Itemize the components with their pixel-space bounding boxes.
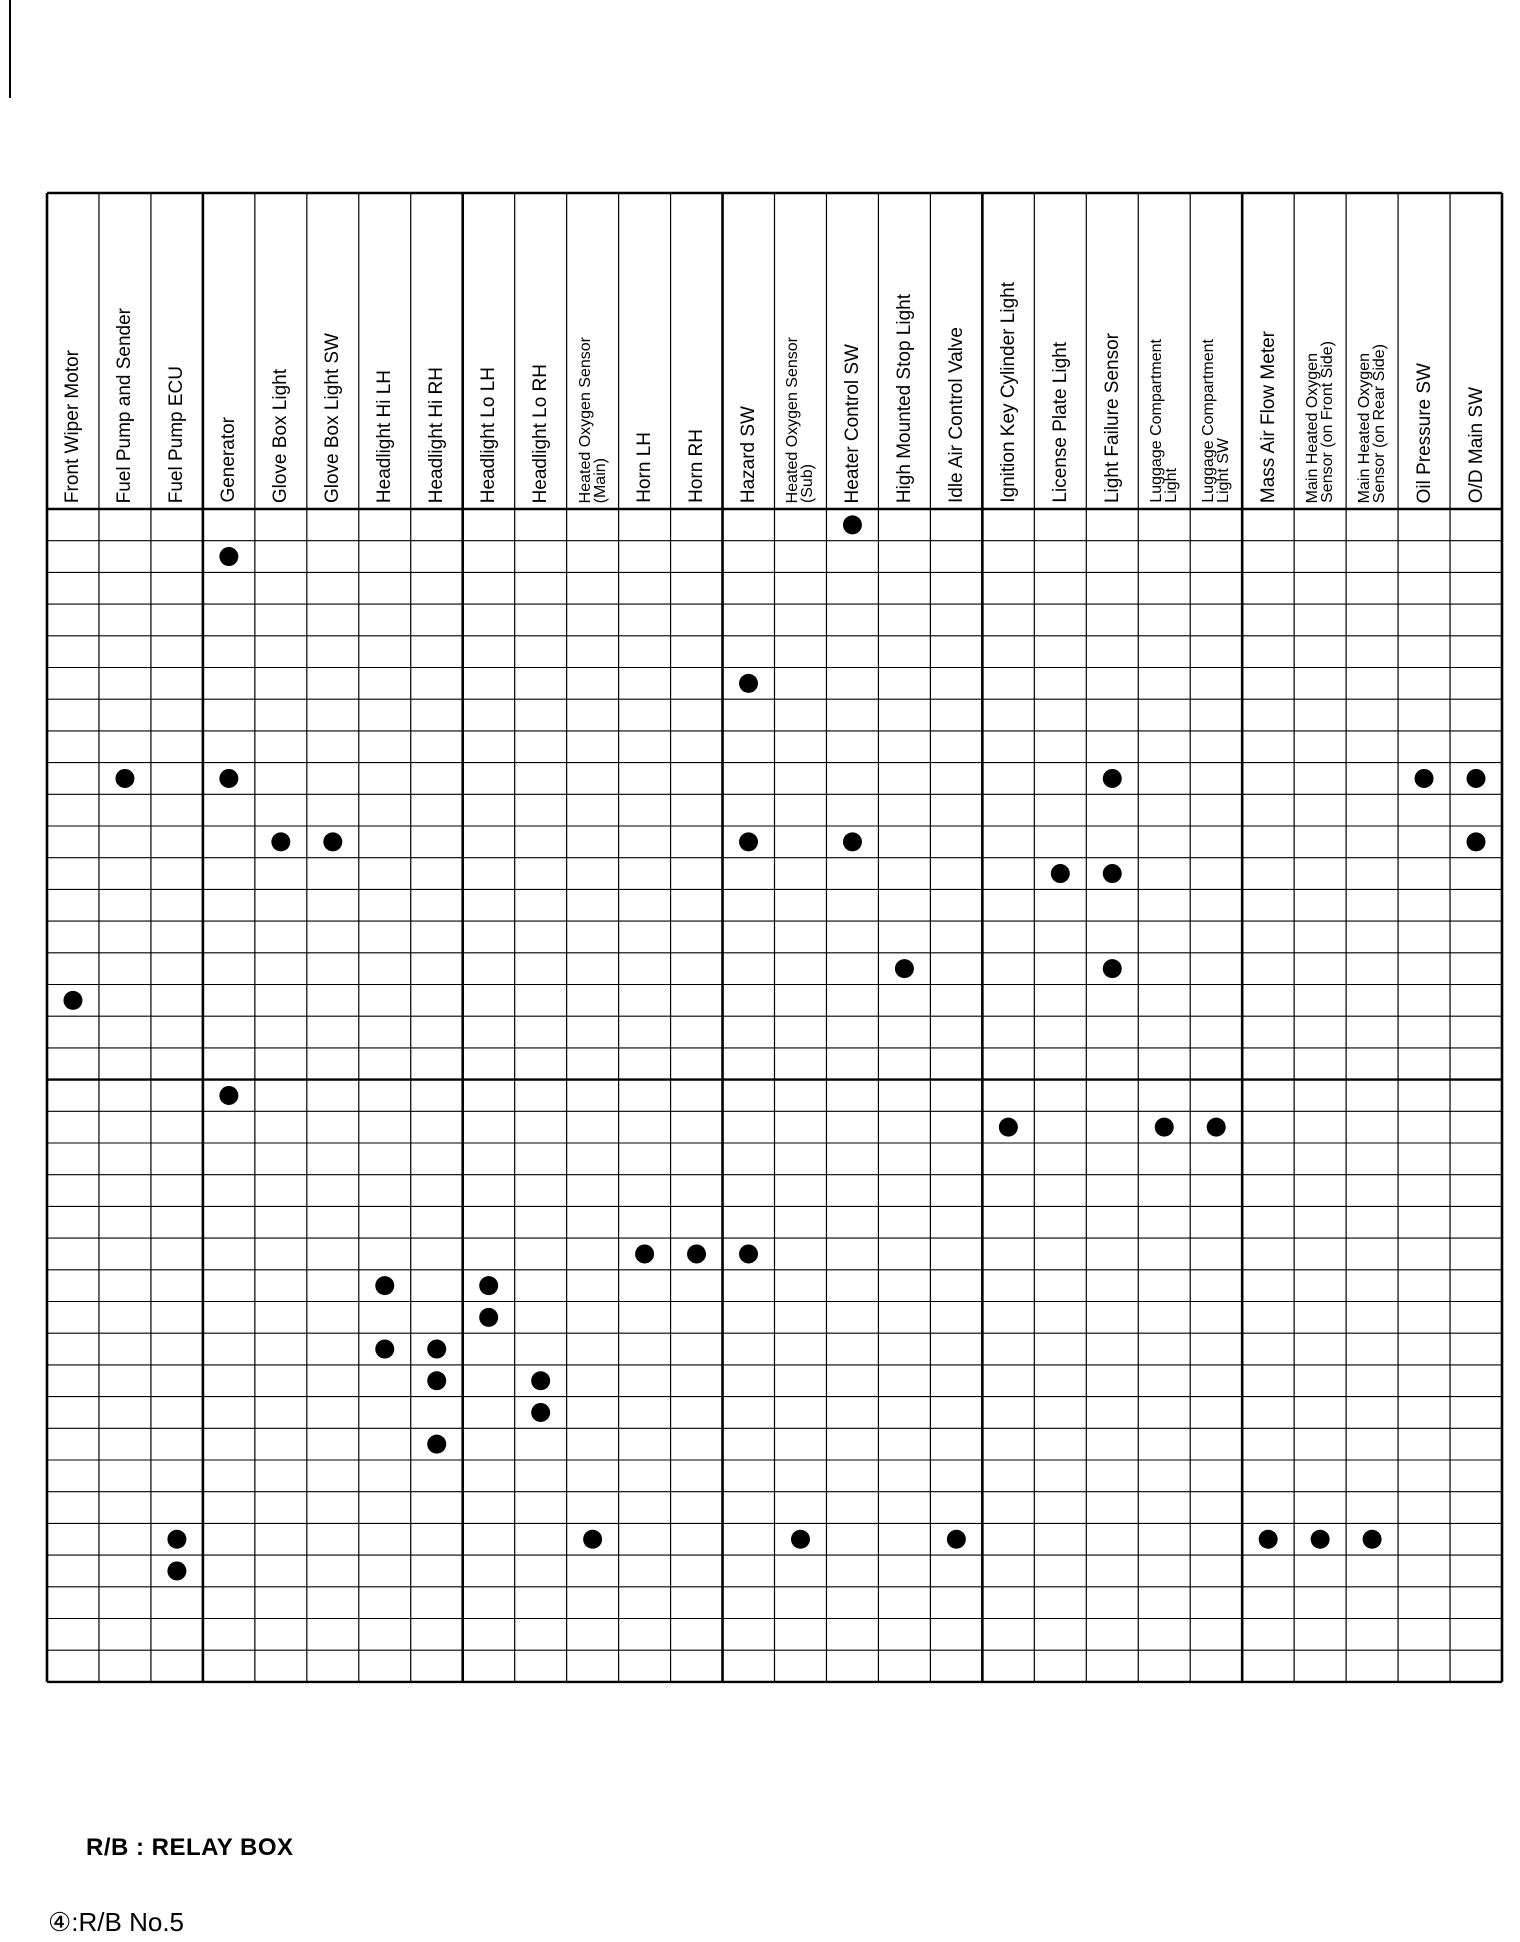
column-header — [671, 201, 723, 503]
column-header-label-line2: (Main) — [591, 457, 609, 503]
connection-dot — [375, 1340, 394, 1359]
column-header-label: Light Failure Sensor — [1101, 332, 1123, 503]
connection-dot — [1415, 769, 1434, 788]
column-header — [307, 201, 359, 503]
column-header-label: Luggage Compartment — [1200, 339, 1218, 503]
column-header — [1346, 201, 1398, 503]
column-header — [47, 201, 99, 503]
column-header-label: Headlight Lo RH — [530, 363, 552, 503]
column-header — [1138, 201, 1190, 503]
connection-dot — [1155, 1118, 1174, 1137]
column-header — [359, 201, 411, 503]
connection-dot — [1103, 959, 1122, 978]
connection-dot — [63, 991, 82, 1010]
connection-dot — [1363, 1530, 1382, 1549]
legend-note: ④:R/B No.5 — [48, 1907, 185, 1937]
connection-dot — [427, 1371, 446, 1390]
connection-dot — [739, 832, 758, 851]
column-header — [567, 201, 619, 503]
connection-dot — [687, 1244, 706, 1263]
connection-dot — [1207, 1118, 1226, 1137]
connection-dot — [167, 1561, 186, 1580]
connection-dot — [323, 832, 342, 851]
column-header-label-line2: Sensor (on Front Side) — [1319, 341, 1337, 503]
connection-dot — [115, 769, 134, 788]
connection-dot — [427, 1435, 446, 1454]
connection-dot — [843, 515, 862, 534]
column-header-label: Idle Air Control Valve — [945, 326, 967, 503]
column-header-label: Oil Pressure SW — [1413, 362, 1435, 503]
connection-dot — [479, 1308, 498, 1327]
column-header — [723, 201, 775, 503]
connection-dot — [583, 1530, 602, 1549]
connection-dot — [635, 1244, 654, 1263]
connection-dot — [427, 1340, 446, 1359]
connection-dot — [999, 1118, 1018, 1137]
connection-dot — [531, 1403, 550, 1422]
column-header-label-line2: Light — [1163, 468, 1181, 503]
column-header-label: Hazard SW — [738, 405, 759, 503]
column-header-label: Heater Control SW — [841, 343, 863, 503]
connection-dot — [1103, 769, 1122, 788]
column-header-label-line2: Sensor (on Rear Side) — [1371, 343, 1389, 503]
column-header-label: Heated Oxygen Sensor — [784, 336, 802, 503]
column-header-label: Main Heated Oxygen — [1356, 352, 1374, 503]
connection-dot — [219, 547, 238, 566]
column-header-label: Generator — [218, 417, 240, 503]
connection-dot — [1311, 1530, 1330, 1549]
column-header-label: Glove Box Light SW — [322, 332, 344, 503]
connection-dot — [1467, 769, 1486, 788]
connection-dot — [1103, 864, 1122, 883]
connection-dot — [479, 1276, 498, 1295]
column-header — [1242, 201, 1294, 503]
connection-dot — [739, 674, 758, 693]
column-header — [878, 201, 930, 503]
connection-dot — [791, 1530, 810, 1549]
column-header — [463, 201, 515, 503]
column-header-label: Fuel Pump ECU — [166, 365, 188, 503]
column-header-label: Headlight Hi RH — [426, 366, 448, 503]
connection-dot — [1259, 1530, 1278, 1549]
column-header-label: Mass Air Flow Meter — [1257, 330, 1279, 503]
column-header — [1294, 201, 1346, 503]
column-header-label: Heated Oxygen Sensor — [576, 336, 594, 503]
column-header — [982, 201, 1034, 503]
connection-dot — [739, 1244, 758, 1263]
column-header — [775, 201, 827, 503]
connection-dot — [167, 1530, 186, 1549]
column-header-label: Glove Box Light — [270, 368, 292, 503]
column-header — [619, 201, 671, 503]
legend-title: R/B : RELAY BOX — [86, 1834, 294, 1861]
column-header-label: License Plate Light — [1049, 342, 1071, 503]
column-header-label-line2: (Sub) — [799, 463, 817, 503]
column-header — [1086, 201, 1138, 503]
column-header — [1450, 201, 1502, 503]
connection-dot — [531, 1371, 550, 1390]
connection-dot — [271, 832, 290, 851]
connection-dot — [1467, 832, 1486, 851]
column-header-label-line2: Light SW — [1215, 438, 1233, 503]
column-header-label: Front Wiper Motor — [62, 349, 84, 503]
column-header-label: Ignition Key Cylinder Light — [997, 282, 1019, 503]
column-header — [1190, 201, 1242, 503]
column-header — [930, 201, 982, 503]
column-header-label: O/D Main SW — [1465, 386, 1487, 503]
connection-dot — [219, 769, 238, 788]
column-header — [1034, 201, 1086, 503]
column-header — [99, 201, 151, 503]
column-header-label: Luggage Compartment — [1148, 339, 1166, 503]
column-header — [151, 201, 203, 503]
column-header-label: Fuel Pump and Sender — [114, 307, 136, 503]
column-header-label: High Mounted Stop Light — [893, 293, 915, 503]
column-header-label: Horn LH — [634, 432, 656, 503]
connection-dot — [1051, 864, 1070, 883]
connection-dot — [947, 1530, 966, 1549]
column-header — [826, 201, 878, 503]
column-header — [515, 201, 567, 503]
connection-dot — [375, 1276, 394, 1295]
column-header-label: Headlight Hi LH — [374, 369, 396, 503]
column-header — [1398, 201, 1450, 503]
column-header-label: Horn RH — [686, 429, 708, 503]
column-header-label: Headlight Lo LH — [478, 366, 500, 503]
connection-dot — [219, 1086, 238, 1105]
connection-dot — [843, 832, 862, 851]
column-header — [411, 201, 463, 503]
column-header — [255, 201, 307, 503]
connection-dot — [895, 959, 914, 978]
column-header-label: Main Heated Oxygen — [1304, 352, 1322, 503]
column-header — [203, 201, 255, 503]
